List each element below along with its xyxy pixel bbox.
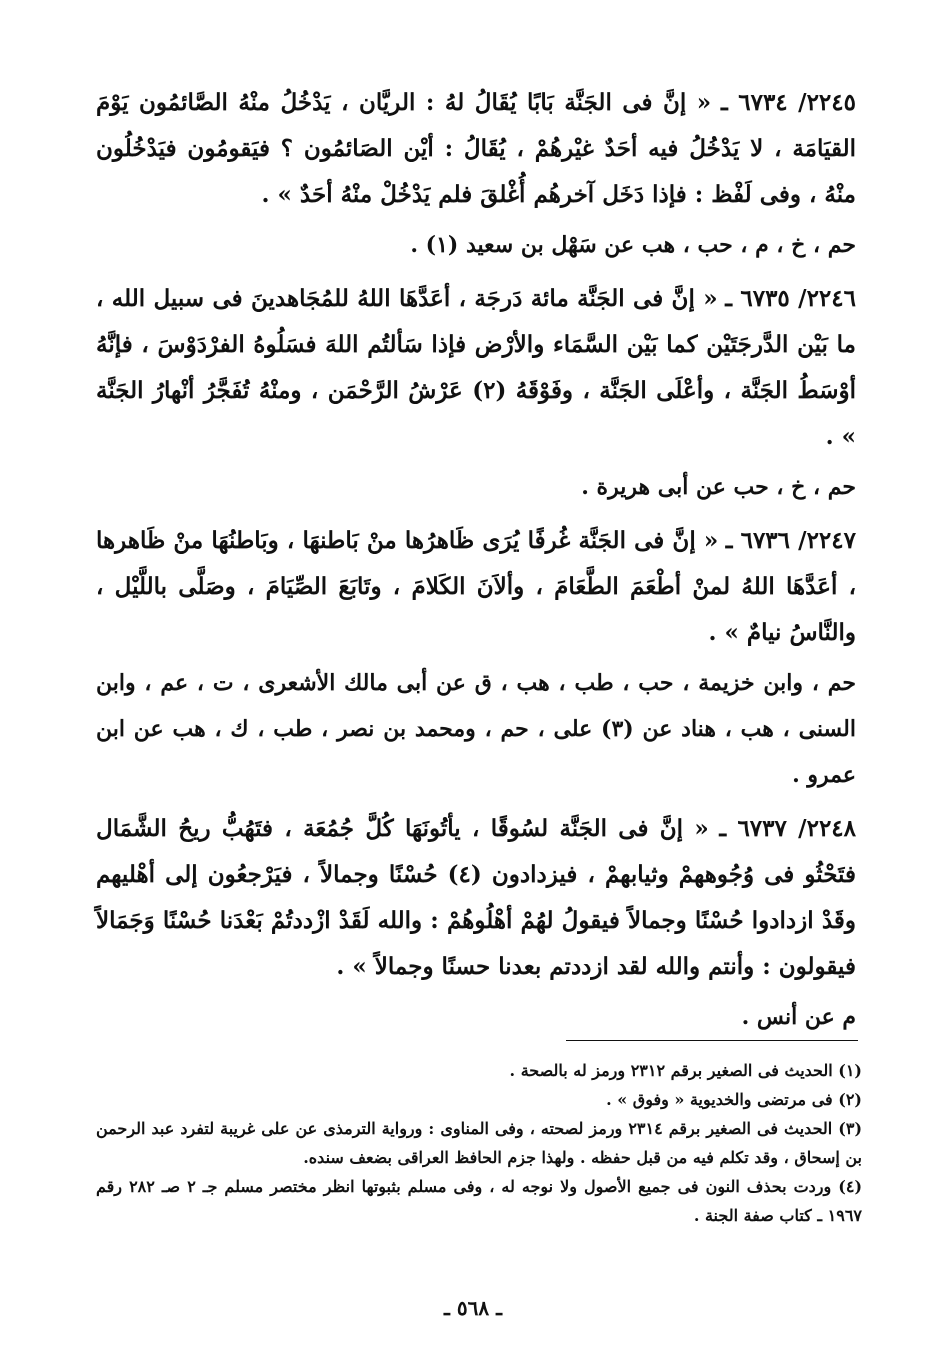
hadith-2247 [96, 518, 856, 656]
main-text [96, 80, 856, 1048]
footnote-1: (١) الحديث فى الصغير برقم ٢٣١٢ ورمز له بالصحة . [509, 1061, 862, 1080]
footnote-3: (٣) الحديث فى الصغير برقم ٢٣١٤ ورمز لصحته ، وفى المناوى : ورواية الترمذى عن على غريبة لتفرد عبد الرحمن بن إسحاق ، وقد تكلم فيه من قبل حفظه . ولهذا جزم الحافظ العراقى بضعف سنده. [96, 1119, 863, 1167]
footnotes [96, 1056, 862, 1230]
hadith-source: م عن أنس . [741, 1004, 856, 1030]
hadith-text: « إنَّ فى الجَنَّة بَابًا يُقَالُ لهُ : الريَّان ، يَدْخُلُ منْهُ الصَّائمُون يَوْمَ القيَامَة ، لا يَدْخُلُ فيه أحَدٌ غيْرهُمْ ، يُقَالُ : أيْن الصَائمُون ؟ فيَقومُون فيَدْخُلُون منْهُ ، وفى لَفْظ : فإذا دَخَل آخرهُم أُغْلقَ فلم يَدْخُلْ منْهُ أحَدٌ » . [96, 89, 856, 208]
hadith-source: حم ، خ ، حب عن أبى هريرة . [581, 474, 856, 500]
page-number: ـ ٥٦٨ ـ [444, 1296, 502, 1320]
hadith-2245 [96, 80, 856, 218]
hadith-number: ٢٢٤٥/ ٦٧٣٤ ـ [720, 89, 856, 116]
hadith-source: حم ، وابن خزيمة ، حب ، طب ، هب ، ق عن أبى مالك الأشعرى ، ت ، عم ، وابن السنى ، هب ، هناد عن (٣) على ، حم ، ومحمد بن نصر ، طب ، ك ، هب عن ابن عمرو . [96, 670, 856, 788]
hadith-source: حم ، خ ، م ، حب ، هب عن سَهْل بن سعيد (١) . [410, 232, 856, 258]
hadith-2246 [96, 276, 856, 460]
hadith-number: ٢٢٤٨/ ٦٧٣٧ ـ [719, 815, 857, 842]
footnote-divider [566, 1040, 858, 1041]
hadith-text: « إنَّ فى الجَنَّة مائة دَرجَة ، أعَدَّهَا اللهُ للمُجَاهدينَ فى سبيل الله ، ما بَيْن الدَّرجَتَيْن كما بَيْن السَّمَاء والأرْض فإذا سَألتُم اللهَ فسَلُوهُ الفرْدَوْسَ ، فإنَّهُ أوْسَطُ الجَنَّة ، وأعْلَى الجَنَّة ، وفَوْقَهُ (٢) عَرْشُ الرَّحْمَن ، ومنْهُ تُفَجَّرُ أنْهارُ الجَنَّة » . [96, 285, 856, 450]
hadith-number: ٢٢٤٦/ ٦٧٣٥ ـ [725, 285, 856, 312]
footnote-2: (٢) فى مرتضى والخديوية « وفوق » . [606, 1090, 862, 1109]
hadith-text: « إنَّ فى الجَنَّة لسُوقًا ، يأتُونَهَا كُلَّ جُمُعَة ، فتَهُبُّ ريحُ الشَّمَال فتَحْثُو فى وُجُوههمْ وثيابهمْ ، فيزدادون (٤) حُسْنًا وجمالاً ، فيَرْجعُون إلى أهْليهم وقَدْ ازدادوا حُسْنًا وجمالاً فيقولُ لهُمْ أهْلُوهُمْ : والله لَقَدْ ازْددتُمْ بَعْدَنا حُسْنًا وَجَمَالاً فيقولون : وأنتم والله لقد ازددتم بعدنا حسنًا وجمالاً » . [96, 815, 856, 980]
hadith-number: ٢٢٤٧/ ٦٧٣٦ ـ [725, 527, 856, 554]
footnote-4: (٤) وردت بحذف النون فى جميع الأصول ولا نوجه له ، وفى مسلم بثبوتها انظر مختصر مسلم جـ ٢ صـ ٢٨٢ رقم ١٩٦٧ ـ كتاب صفة الجنة . [96, 1177, 863, 1225]
hadith-2248 [96, 806, 856, 990]
hadith-text: « إنَّ فى الجَنَّة غُرفًا يُرَى ظَاهرُها منْ بَاطنهَا ، وبَاطنُهَا منْ ظَاهرها ، أعَدَّهَا اللهُ لمنْ أطْعَمَ الطَّعَامَ ، وألاَنَ الكَلامَ ، وتَابَعَ الصِّيَامَ ، وصَلَّى باللَّيْل ، والنَّاسُ نيامٌ » . [96, 527, 856, 646]
